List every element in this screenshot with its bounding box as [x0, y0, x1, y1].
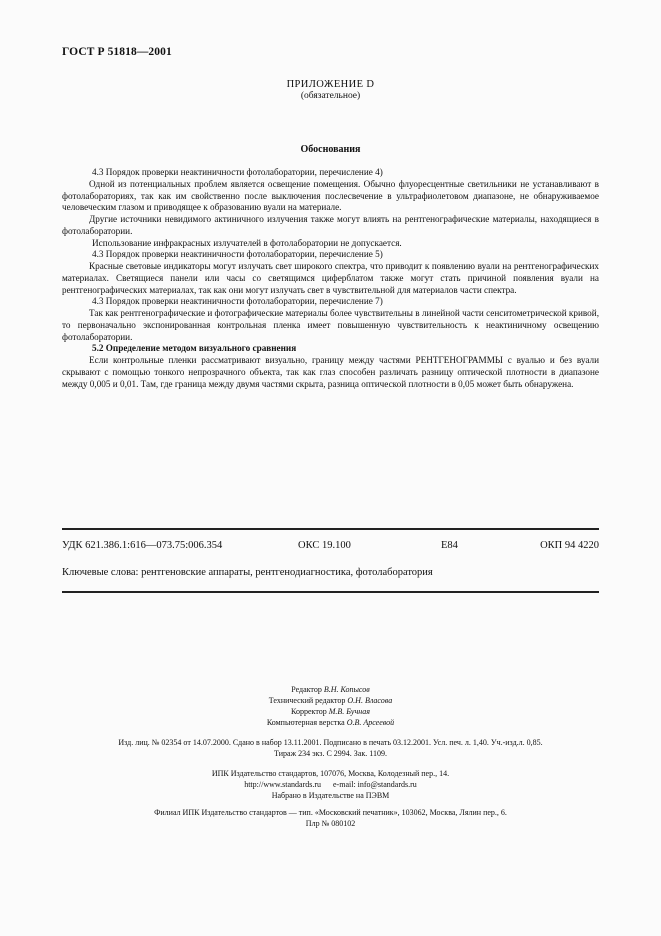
paragraph-clause-4-3-item-7: 4.3 Порядок проверки неактиничности фотолаборатории, перечисление 7): [92, 296, 383, 307]
paragraph-red-indicators: Красные световые индикаторы могут излучать свет широкого спектра, что приводит к появлению вуали на рентгенографических материалах. Светящиеся панели или часы со светящимся циферблатом также могут стать причиной появления вуали на рентгенографических материалах, так как они могут излучать свет в чувствительной для материалов части спектра.: [62, 261, 599, 295]
keywords: Ключевые слова: рентгеновские аппараты, рентгенодиагностика, фотолаборатория: [62, 567, 433, 578]
section-title: Обоснования: [300, 144, 361, 155]
paragraph-clause-4-3-item-5: 4.3 Порядок проверки неактиничности фотолаборатории, перечисление 5): [92, 249, 383, 260]
credit-line: Компьютерная верстка О.В. Арсеевой: [266, 718, 395, 727]
publisher-block: [0, 768, 661, 829]
oks-code: ОКС 19.100: [298, 540, 351, 551]
paragraph-clause-5-2-heading: 5.2 Определение методом визуального сравнения: [92, 343, 297, 354]
printer-license: Плр № 080102: [305, 819, 356, 828]
okp-code: ОКП 94 4220: [540, 540, 599, 551]
printer-address: Филиал ИПК Издательство стандартов — тип. «Московский печатник», 103062, Москва, Лялин пер., 6.: [154, 808, 507, 817]
appendix-subtitle: (обязательное): [300, 91, 361, 101]
publisher-address: ИПК Издательство стандартов, 107076, Москва, Колодезный пер., 14.: [211, 769, 450, 778]
paragraph-sensitivity: Так как рентгенографические и фотографические материалы более чувствительны в линейной части сенситометрической кривой, то первоначально экспонированная контрольная пленка имеет повышенную чувствительность к неактиничному освещению фотолаборатории.: [62, 308, 599, 342]
standard-header: ГОСТ Р 51818—2001: [62, 46, 172, 58]
appendix-title: ПРИЛОЖЕНИЕ D: [286, 79, 375, 90]
bottom-divider: [62, 591, 599, 593]
credit-line: Редактор В.Н. Копысов: [291, 685, 370, 694]
paragraph-infrared: Использование инфракрасных излучателей в фотолаборатории не допускается.: [92, 237, 402, 248]
group-code: Е84: [441, 540, 458, 551]
print-info: [62, 737, 599, 759]
credits-block: [0, 684, 661, 728]
udk-code: УДК 621.386.1:616—073.75:006.354: [62, 540, 223, 551]
publisher-typeset: Набрано в Издательстве на ПЭВМ: [271, 791, 390, 800]
print-info-line: Изд. лиц. № 02354 от 14.07.2000. Сдано в набор 13.11.2001. Подписано в печать 03.12.2001. Усл. печ. л. 1,40. Уч.-изд.л. 0,85.: [118, 738, 543, 747]
credit-line: Корректор М.В. Бучная: [291, 707, 370, 716]
credit-line: Технический редактор О.Н. Власова: [268, 696, 393, 705]
paragraph-lighting: Одной из потенциальных проблем является освещение помещения. Обычно флуоресцентные светильники не устанавливают в фотолабораториях, так как им свойственно после выключения послесвечение в ультрафиолетовом диапазоне, не обнаруживаемое человеческим глазом и приводящее к образованию вуали на материале.: [62, 178, 599, 213]
print-info-line: Тираж 234 экз. С 2994. Зак. 1109.: [274, 749, 387, 758]
top-divider: [62, 528, 599, 530]
paragraph-other-sources: Другие источники невидимого актиничного излучения также могут влиять на рентгенографические материалы, находящиеся в фотолаборатории.: [62, 214, 599, 236]
body-text: [62, 167, 599, 390]
publisher-contacts: http://www.standards.ru e-mail: info@standards.ru: [244, 780, 417, 789]
paragraph-clause-4-3-item-4: 4.3 Порядок проверки неактиничности фотолаборатории, перечисление 4): [92, 167, 383, 177]
paragraph-visual-comparison: Если контрольные пленки рассматривают визуально, границу между частями РЕНТГЕНОГРАММЫ с вуалью и без вуали скрывают с помощью тонкого непрозрачного объекта, так как глаз способен различать разницу оптической плотности в диапазоне между 0,005 и 0,01. Там, где граница между двумя частями скрыта, разница оптической плотности в 0,05 может быть обнаружена.: [62, 355, 599, 389]
